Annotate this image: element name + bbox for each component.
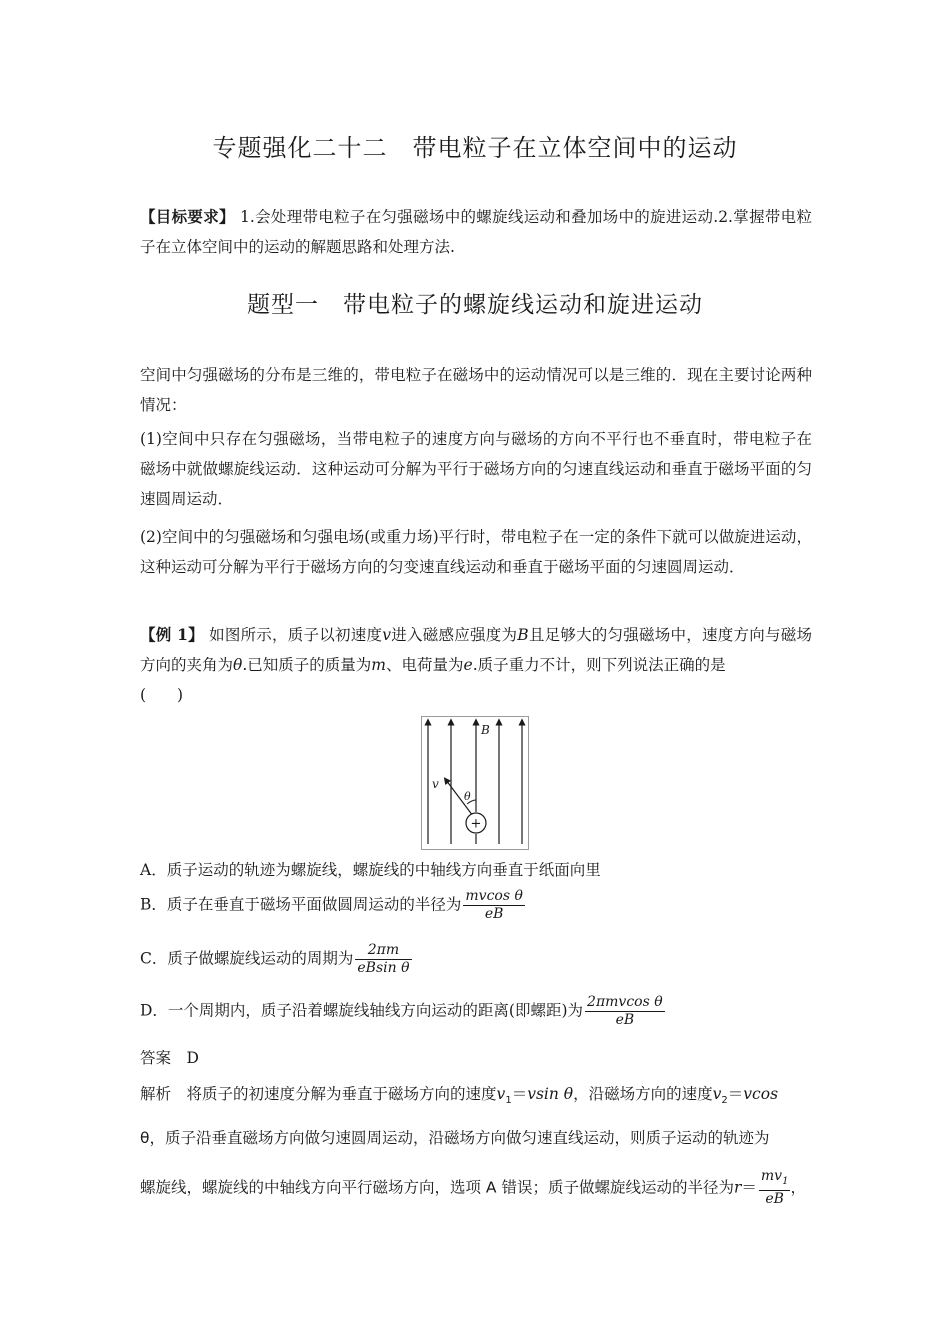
magnetic-field-figure — [421, 716, 529, 850]
var-r: r — [733, 1178, 742, 1197]
fraction-numerator — [759, 1168, 791, 1191]
var-theta: θ — [233, 656, 243, 674]
example-text: 进入磁感应强度为 — [391, 626, 518, 644]
option-d-fraction — [585, 994, 665, 1029]
case1-paragraph: (1)空间中只存在匀强磁场，当带电粒子的速度方向与磁场的方向不平行也不垂直时，带电粒子在磁场中就做螺旋线运动．这种运动可分解为平行于磁场方向的匀速直线运动和垂直于磁场平面的匀速圆周运动． — [140, 430, 812, 508]
label-plus: + — [470, 816, 482, 832]
section-title: 题型一 带电粒子的螺旋线运动和旋进运动 — [247, 292, 703, 318]
sub-1: 1 — [782, 1175, 789, 1187]
page-title: 专题强化二十二 带电粒子在立体空间中的运动 — [212, 134, 738, 162]
example-text: 如图所示，质子以初速度 — [209, 626, 383, 644]
example-label: 【例 1】 — [140, 625, 204, 644]
answer-label: 答案 — [140, 1049, 172, 1067]
option-c-text: C．质子做螺旋线运动的周期为 — [140, 949, 354, 968]
label-theta: θ — [464, 790, 471, 803]
numerator-text: mv — [760, 1168, 783, 1184]
goal-paragraph — [140, 202, 812, 262]
analysis-line-1 — [140, 1082, 778, 1106]
fraction-denominator: eB — [765, 1190, 784, 1207]
v2-value: vcos — [743, 1085, 779, 1103]
equals: ＝ — [511, 1085, 528, 1103]
option-b-fraction — [463, 888, 525, 923]
var-v1: v — [496, 1085, 506, 1103]
option-b — [140, 888, 525, 923]
example-text: 、电荷量为 — [386, 656, 464, 674]
answer-blank: ( ) — [140, 686, 184, 704]
var-v: v — [382, 626, 392, 644]
goal-label: 【目标要求】 — [140, 208, 235, 226]
analysis-text: 将质子的初速度分解为垂直于磁场方向的速度 — [186, 1085, 497, 1103]
label-B: B — [481, 723, 490, 737]
option-c-fraction — [355, 942, 411, 977]
radius-fraction — [759, 1168, 791, 1208]
example-text: .质子重力不计，则下列说法正确的是 — [472, 656, 726, 674]
equals: ＝ — [741, 1178, 757, 1197]
fraction-denominator: eBsin θ — [357, 960, 410, 976]
option-c — [140, 942, 412, 977]
v1-value: vsin θ — [527, 1085, 574, 1103]
case2-paragraph: (2)空间中的匀强磁场和匀强电场(或重力场)平行时，带电粒子在一定的条件下就可以做旋进运动，这种运动可分解为平行于磁场方向的匀变速直线运动和垂直于磁场平面的匀速圆周运动． — [140, 528, 812, 576]
analysis-label: 解析 — [140, 1085, 172, 1103]
example-text: .已知质子的质量为 — [242, 656, 372, 674]
sub-1: 1 — [505, 1095, 512, 1107]
var-B: B — [517, 626, 529, 644]
analysis-text: ，沿磁场方向的速度 — [573, 1085, 713, 1103]
option-b-text: B．质子在垂直于磁场平面做圆周运动的半径为 — [140, 895, 462, 914]
example-text: 且足够大的匀强磁场中，速度方向与磁场方向的夹角为 — [140, 626, 812, 674]
answer-line — [140, 1046, 199, 1068]
goal-text: 1.会处理带电粒子在匀强磁场中的螺旋线运动和叠加场中的旋进运动.2.掌握带电粒子在立体空间中的运动的解题思路和处理方法. — [140, 208, 812, 256]
answer-value: D — [186, 1049, 199, 1067]
var-e: e — [463, 656, 473, 674]
sub-2: 2 — [721, 1095, 728, 1107]
option-d-text: D．一个周期内，质子沿着螺旋线轴线方向运动的距离(即螺距)为 — [140, 1001, 584, 1020]
analysis-line-3 — [140, 1168, 806, 1208]
analysis-text: 螺旋线，螺旋线的中轴线方向平行磁场方向，选项 A 错误；质子做螺旋线运动的半径为 — [140, 1178, 734, 1197]
equals: ＝ — [727, 1085, 744, 1103]
example-paragraph — [140, 620, 812, 710]
fraction-denominator: eB — [484, 906, 504, 922]
fraction-numerator: mvcos θ — [465, 888, 523, 904]
intro-paragraph: 空间中匀强磁场的分布是三维的，带电粒子在磁场中的运动情况可以是三维的．现在主要讨论两种情况： — [140, 366, 812, 414]
option-d — [140, 994, 665, 1029]
fraction-denominator: eB — [615, 1012, 635, 1028]
comma: ， — [790, 1178, 806, 1197]
fraction-numerator: 2πm — [355, 942, 411, 960]
analysis-line-2: θ，质子沿垂直磁场方向做匀速圆周运动，沿磁场方向做匀速直线运动，则质子运动的轨迹为 — [140, 1129, 770, 1147]
label-v: v — [432, 777, 439, 791]
option-a: A．质子运动的轨迹为螺旋线，螺旋线的中轴线方向垂直于纸面向里 — [140, 861, 601, 879]
var-m: m — [371, 656, 386, 674]
var-v2: v — [712, 1085, 722, 1103]
fraction-numerator: 2πmvcos θ — [587, 994, 663, 1010]
